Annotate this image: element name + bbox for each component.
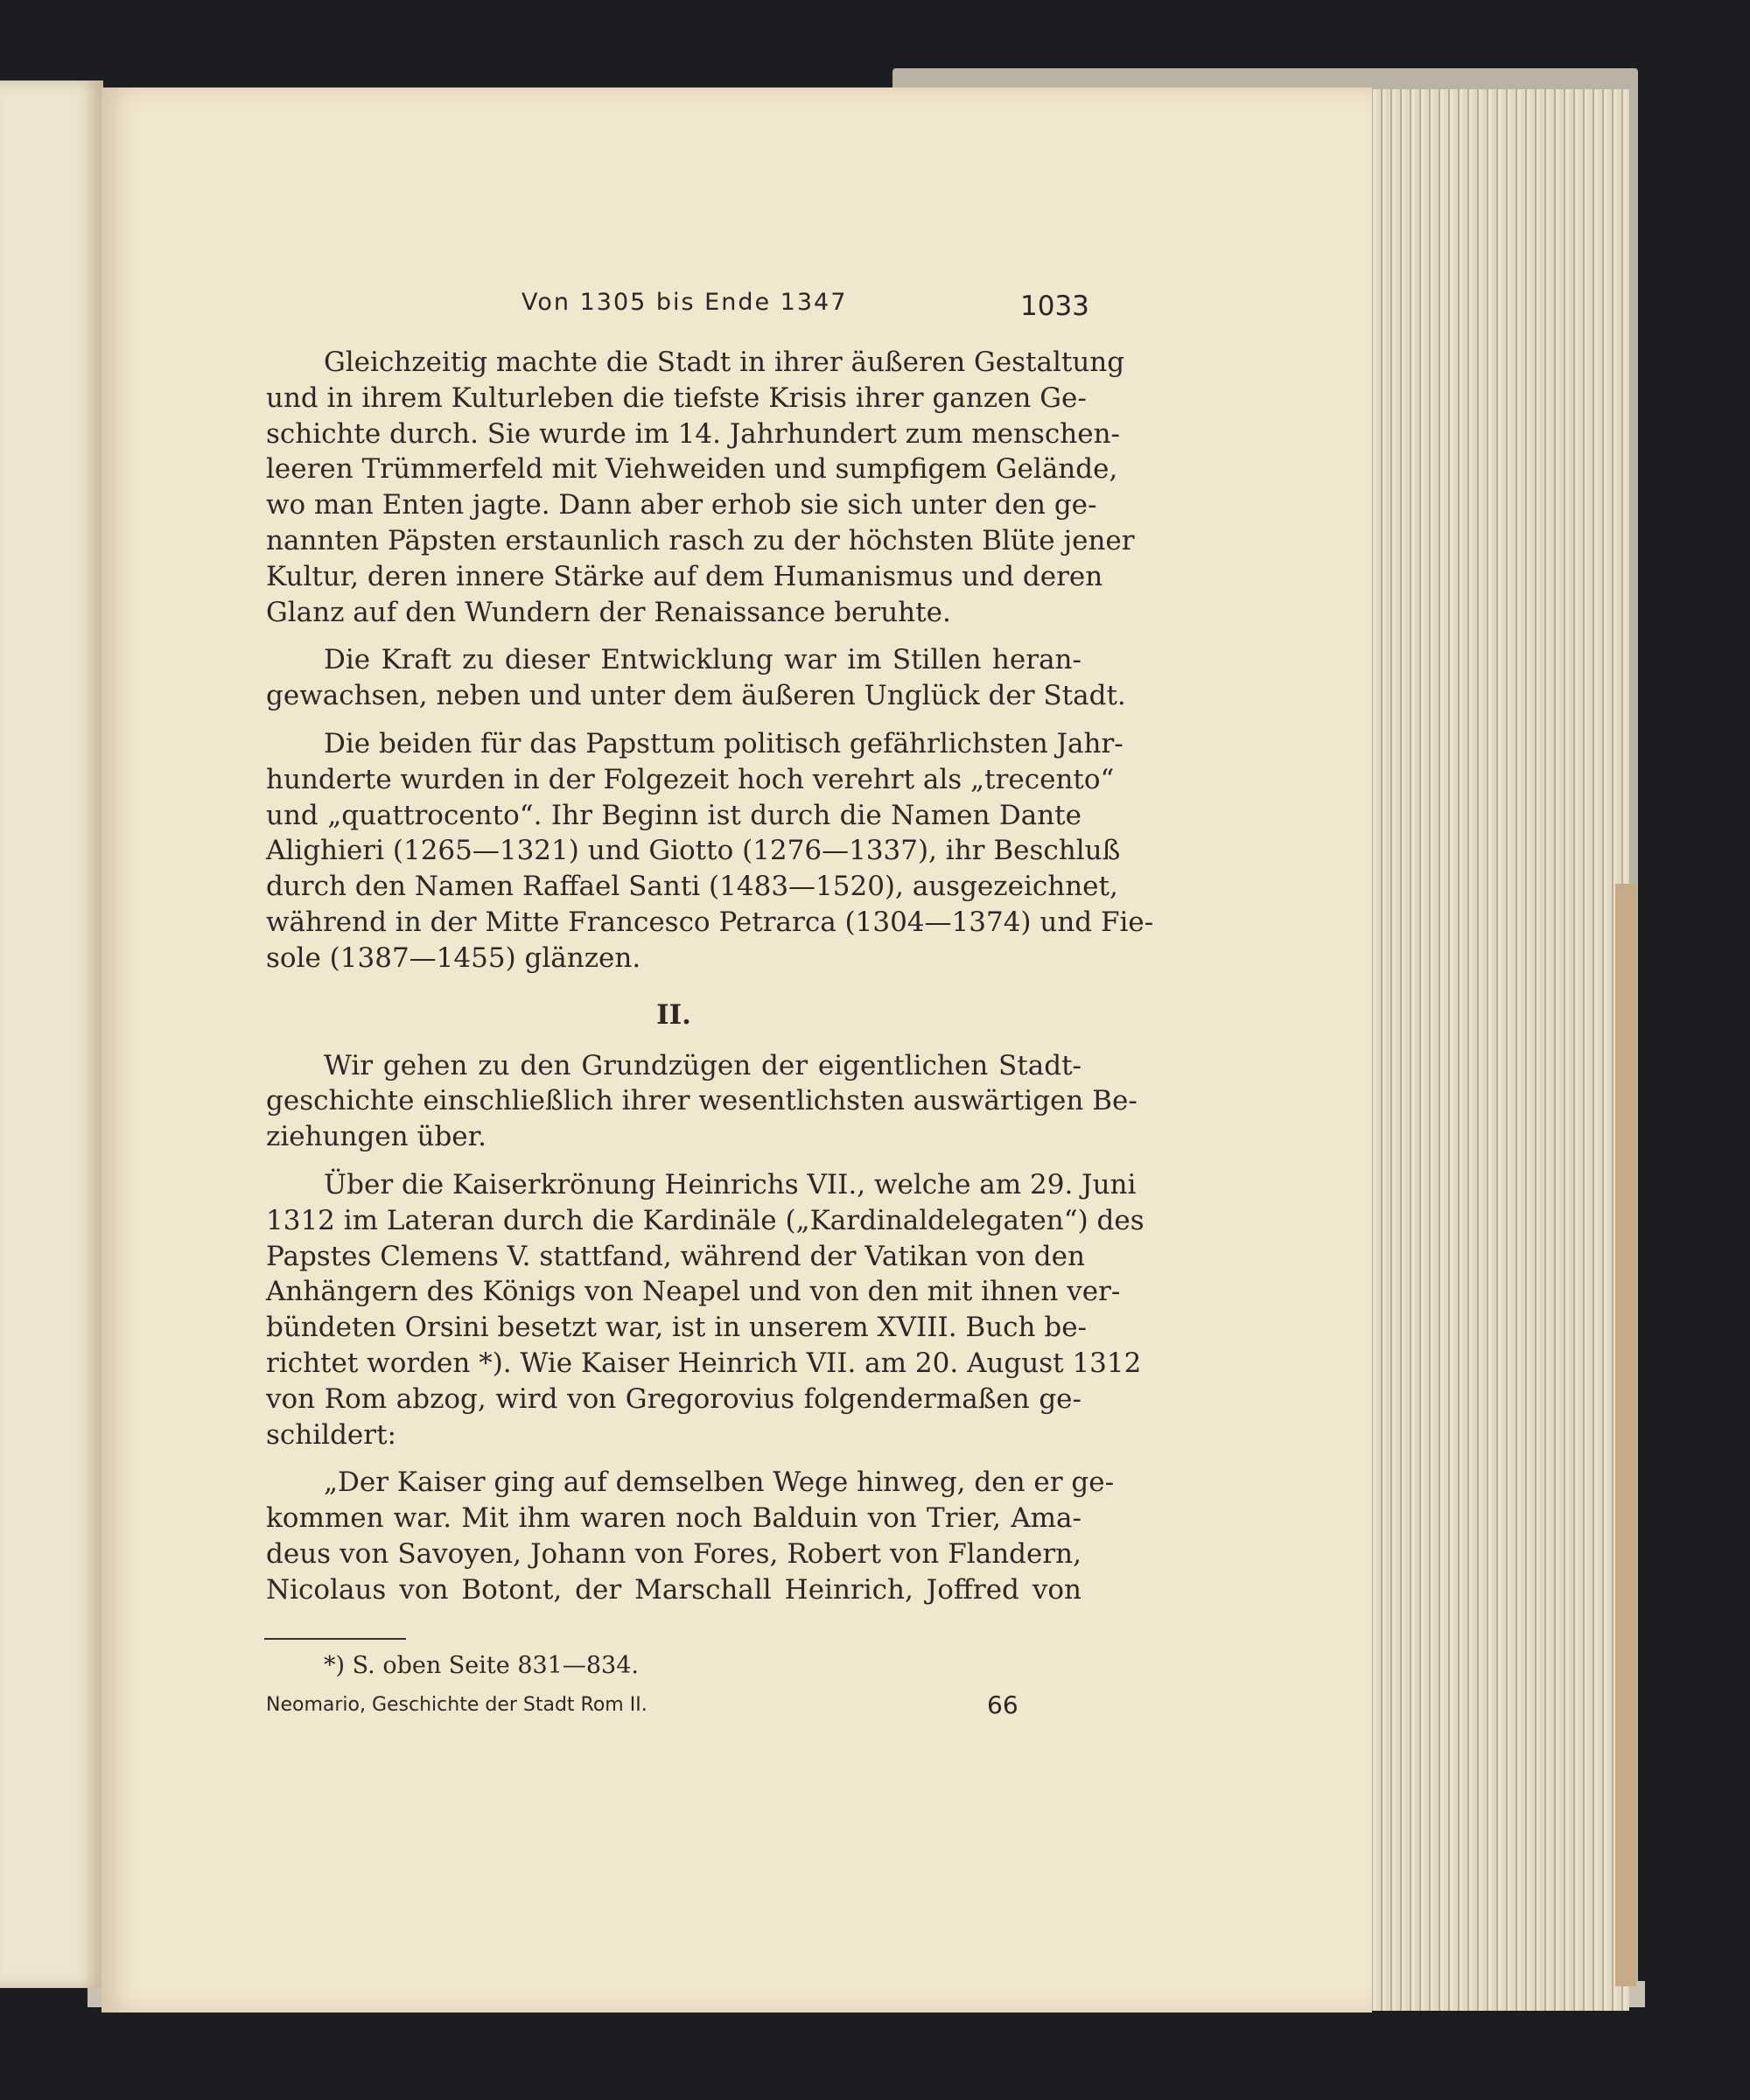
section-heading: II. bbox=[656, 998, 691, 1031]
text-line: kommen war. Mit ihm waren noch Balduin von Trier, Ama- bbox=[266, 1502, 1082, 1535]
text-line: Gleichzeitig machte die Stadt in ihrer äußeren Gestaltung bbox=[324, 346, 1125, 378]
text-line: durch den Namen Raffael Santi (1483—1520), ausgezeichnet, bbox=[266, 871, 1118, 903]
running-head: Von 1305 bis Ende 1347 bbox=[522, 289, 848, 316]
text-line: deus von Savoyen, Johann von Fores, Robert von Flandern, bbox=[266, 1537, 1082, 1570]
text-line: ziehungen über. bbox=[266, 1121, 486, 1153]
text-line: Kultur, deren innere Stärke auf dem Humanismus und deren bbox=[266, 560, 1103, 592]
text-line: geschichte einschließlich ihrer wesentlichsten auswärtigen Be- bbox=[266, 1085, 1138, 1117]
page-block-tinted-edge bbox=[1615, 884, 1636, 1986]
text-line: und „quattrocento“. Ihr Beginn ist durch die Namen Dante bbox=[266, 799, 1082, 831]
left-page-edge bbox=[0, 80, 103, 1988]
paragraph bbox=[266, 1465, 1115, 1607]
text-line: Alighieri (1265—1321) und Giotto (1276—1337), ihr Beschluß bbox=[266, 835, 1121, 867]
footnote: *) S. oben Seite 831—834. bbox=[324, 1652, 639, 1679]
text-line: während in der Mitte Francesco Petrarca (1304—1374) und Fie- bbox=[266, 906, 1154, 938]
text-line: Die beiden für das Papsttum politisch gefährlichsten Jahr- bbox=[324, 727, 1124, 760]
text-line: wo man Enten jagte. Dann aber erhob sie sich unter den ge- bbox=[266, 489, 1097, 522]
text-line: richtet worden *). Wie Kaiser Heinrich VII. am 20. August 1312 bbox=[266, 1347, 1142, 1379]
text-line: sole (1387—1455) glänzen. bbox=[266, 942, 641, 974]
text-line: hunderte wurden in der Folgezeit hoch verehrt als „trecento“ bbox=[266, 763, 1115, 795]
text-line: leeren Trümmerfeld mit Viehweiden und sumpfigem Gelände, bbox=[266, 453, 1118, 486]
text-line: Papstes Clemens V. stattfand, während der Vatikan von den bbox=[266, 1240, 1085, 1272]
text-line: Nicolaus von Botont, der Marschall Heinrich, Joffred von bbox=[266, 1573, 1082, 1606]
paragraph bbox=[266, 1048, 1138, 1155]
page-block-edge bbox=[1367, 89, 1629, 2011]
text-line: und in ihrem Kulturleben die tiefste Krisis ihrer ganzen Ge- bbox=[266, 382, 1087, 414]
text-line: bündeten Orsini besetzt war, ist in unserem XVIII. Buch be- bbox=[266, 1312, 1088, 1344]
body-text bbox=[266, 345, 1154, 1608]
text-line: schildert: bbox=[266, 1418, 396, 1451]
text-line: Wir gehen zu den Grundzügen der eigentlichen Stadt- bbox=[324, 1049, 1082, 1082]
text-line: nannten Päpsten erstaunlich rasch zu der höchsten Blüte jener bbox=[266, 524, 1135, 556]
footnote-rule bbox=[264, 1638, 406, 1640]
text-line: 1312 im Lateran durch die Kardinäle („Kardinaldelegaten“) des bbox=[266, 1204, 1144, 1236]
page-number: 1033 bbox=[1020, 290, 1089, 322]
printer-signature: Neomario, Geschichte der Stadt Rom II. bbox=[266, 1694, 648, 1716]
text-line: Anhängern des Königs von Neapel und von den mit ihnen ver- bbox=[266, 1276, 1121, 1308]
text-line: Über die Kaiserkrönung Heinrichs VII., welche am 29. Juni bbox=[324, 1168, 1137, 1200]
text-line: Die Kraft zu dieser Entwicklung war im Stillen heran- bbox=[324, 644, 1082, 676]
text-line: schichte durch. Sie wurde im 14. Jahrhundert zum menschen- bbox=[266, 417, 1121, 450]
paragraph bbox=[266, 1167, 1144, 1452]
paragraph bbox=[266, 726, 1154, 976]
paragraph bbox=[266, 642, 1126, 714]
text-line: von Rom abzog, wird von Gregorovius folgendermaßen ge- bbox=[266, 1382, 1082, 1415]
text-line: „Der Kaiser ging auf demselben Wege hinweg, den er ge- bbox=[324, 1466, 1115, 1499]
signature-number: 66 bbox=[987, 1690, 1018, 1719]
text-line: Glanz auf den Wundern der Renaissance beruhte. bbox=[266, 596, 951, 628]
text-line: gewachsen, neben und unter dem äußeren Unglück der Stadt. bbox=[266, 680, 1126, 712]
paragraph bbox=[266, 345, 1135, 630]
